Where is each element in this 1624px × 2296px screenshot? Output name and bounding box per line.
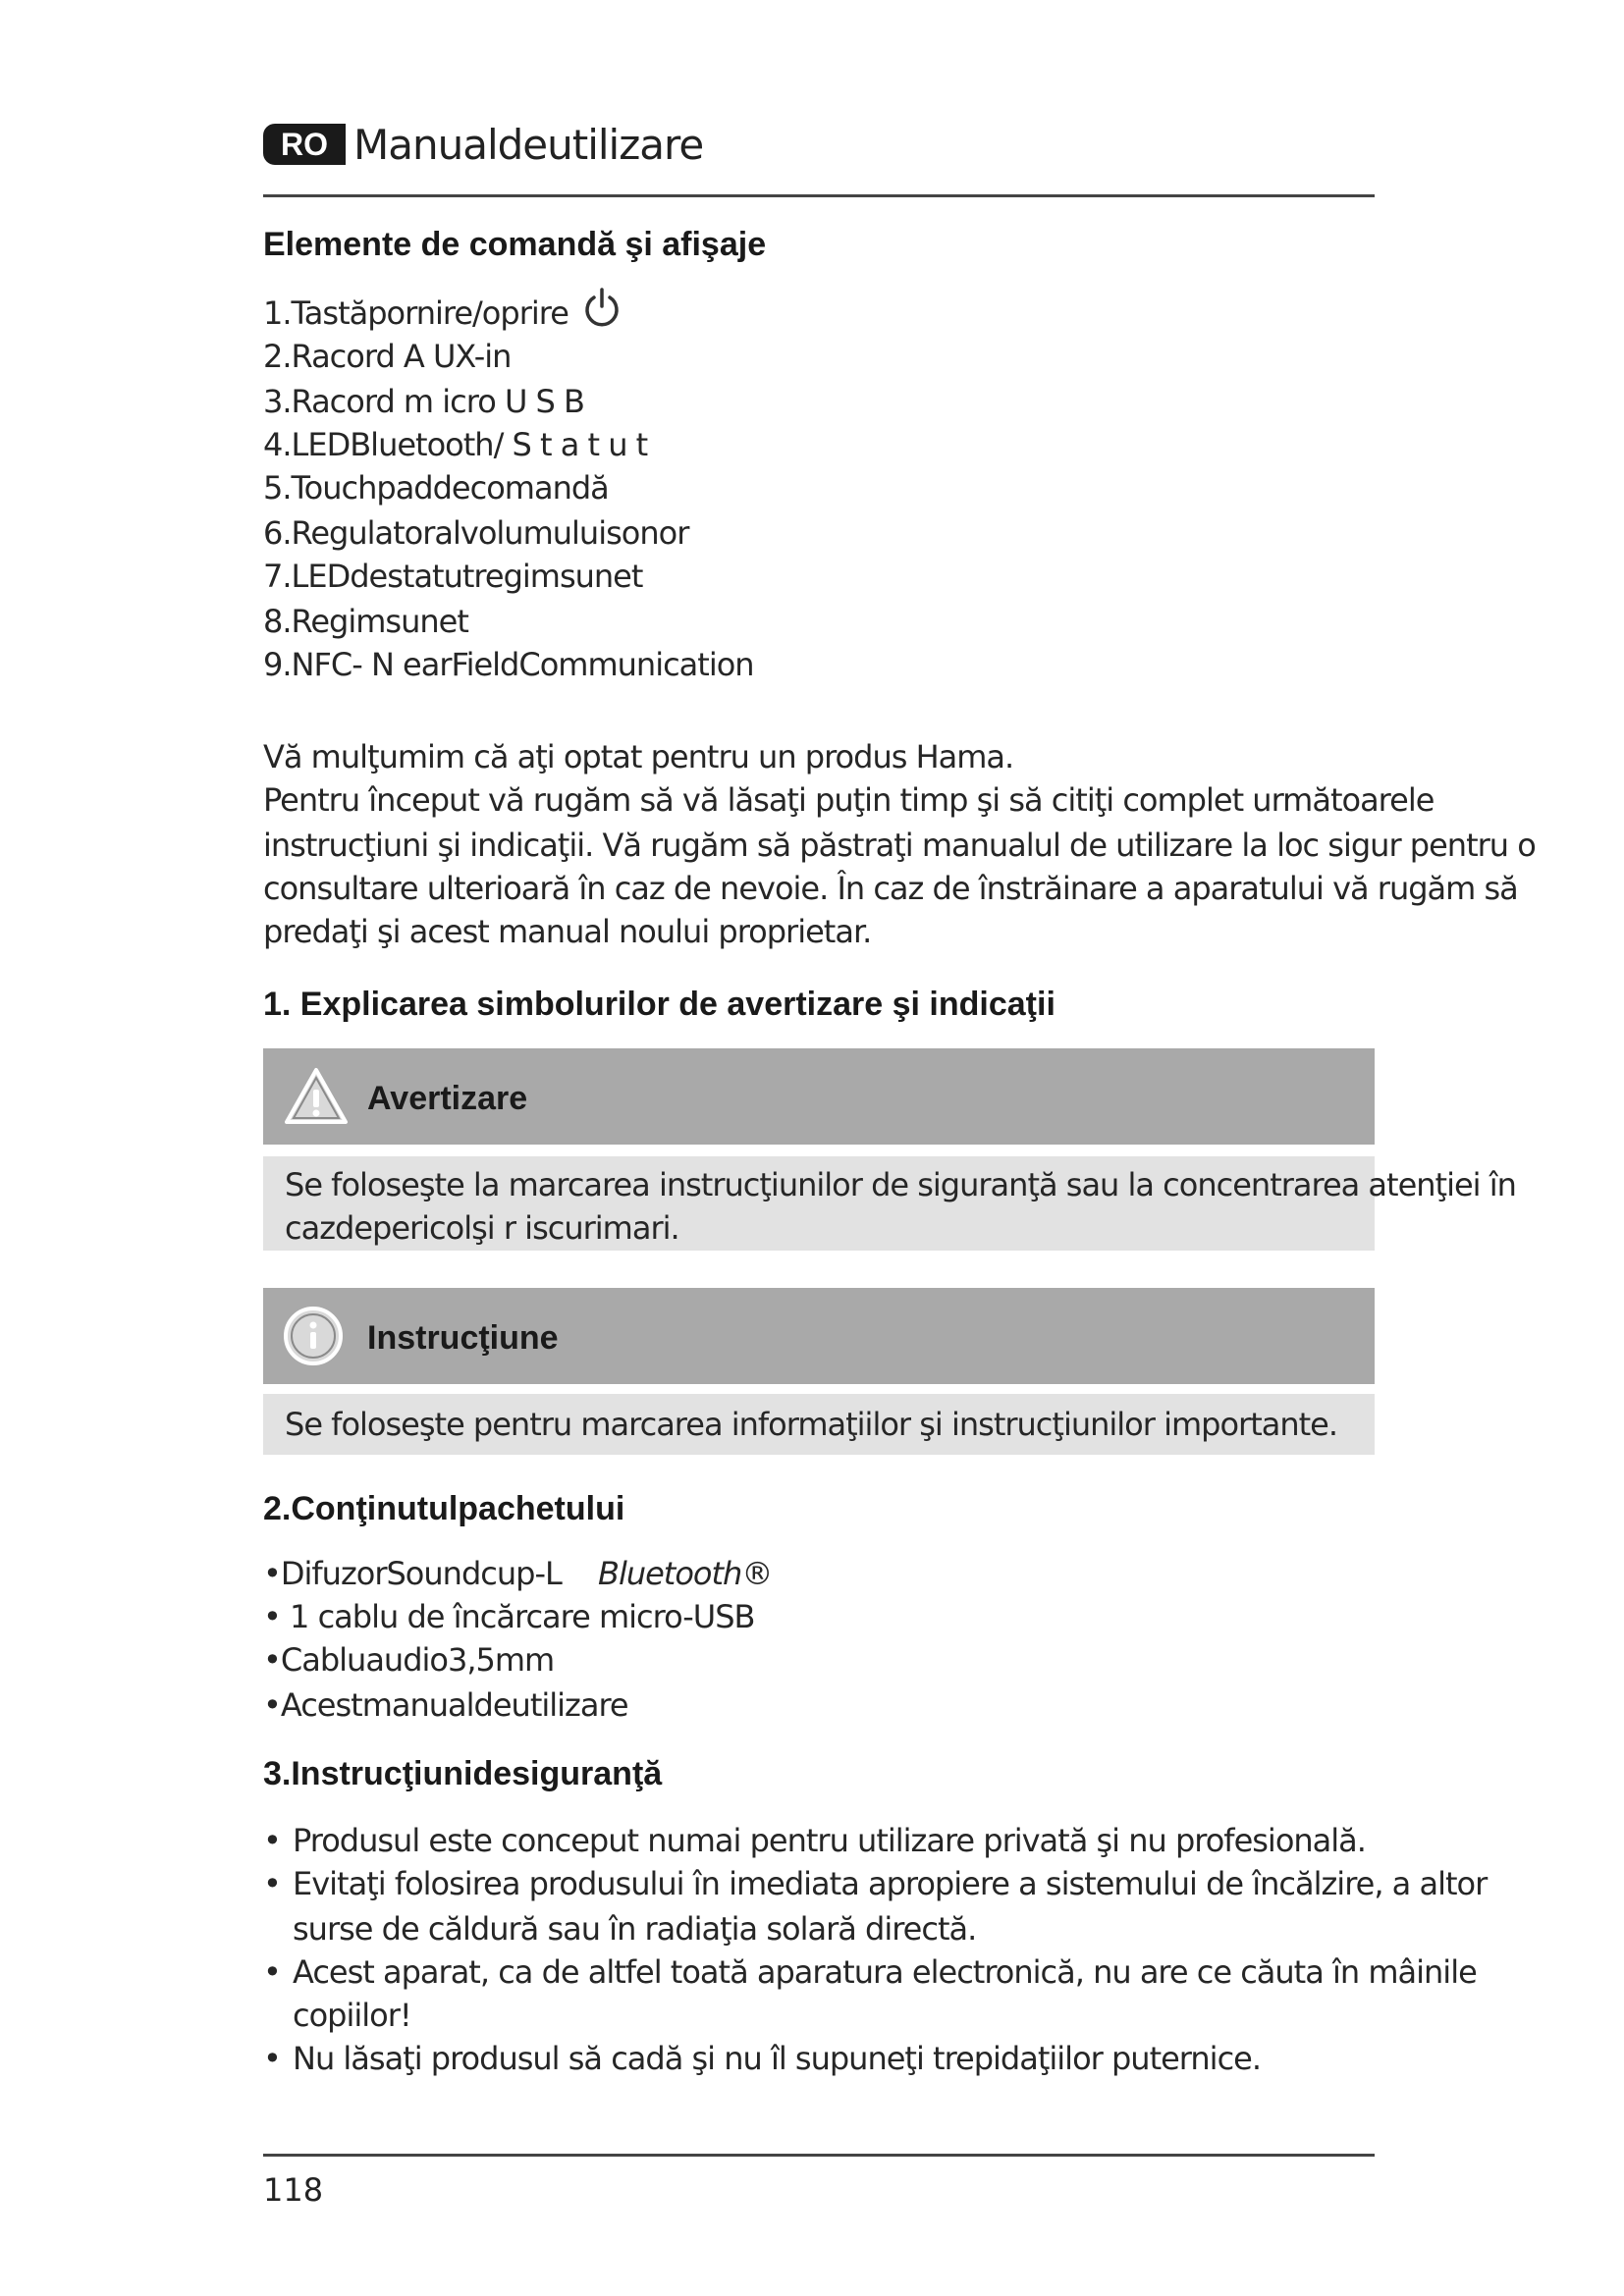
controls-heading: Elemente de comandă şi afişaje — [263, 226, 767, 263]
control-item-4: 4.LEDBluetooth/ S t a t u t — [263, 426, 648, 463]
control-item-9: 9.NFC- N earFieldCommunication — [263, 646, 754, 683]
language-badge: RO — [263, 124, 346, 165]
safety-bullet-3: • — [263, 1953, 282, 1991]
intro-line-1: Vă mulţumim că aţi optat pentru un produs Hama. — [263, 738, 1014, 775]
safety-line-2: Evitaţi folosirea produsului în imediata apropiere a sistemului de încălzire, a altor — [293, 1865, 1488, 1902]
control-item-7: 7.LEDdestatutregimsunet — [263, 558, 643, 595]
info-icon — [283, 1306, 344, 1366]
warning-text-line-1: Se foloseşte la marcarea instrucţiunilor de siguranţă sau la concentrarea atenţiei în — [285, 1166, 1516, 1203]
header-rule — [263, 194, 1375, 197]
safety-bullet-1: • — [263, 1822, 282, 1859]
safety-line-6: Nu lăsaţi produsul să cadă şi nu îl supuneţi trepidaţiilor puternice. — [293, 2040, 1262, 2077]
control-item-1: 1.Tastăpornire/oprire — [263, 294, 568, 332]
intro-line-4: consultare ulterioară în caz de nevoie. În caz de înstrăinare a aparatului vă rugăm să — [263, 870, 1518, 907]
safety-bullet-4: • — [263, 2040, 282, 2077]
control-item-5: 5.Touchpaddecomandă — [263, 469, 609, 507]
power-icon — [582, 287, 622, 330]
package-item-4: •Acestmanualdeutilizare — [263, 1686, 628, 1724]
instruction-header — [263, 1288, 1375, 1384]
control-item-3: 3.Racord m icro U S B — [263, 383, 584, 420]
instruction-text: Se foloseşte pentru marcarea informaţiilor şi instrucţiunilor importante. — [285, 1406, 1338, 1443]
warning-title: Avertizare — [367, 1080, 528, 1117]
control-item-6: 6.Regulatoralvolumuluisonor — [263, 514, 689, 552]
package-item-3: •Cabluaudio3,5mm — [263, 1641, 555, 1679]
footer-rule — [263, 2154, 1375, 2157]
page-header — [263, 120, 703, 169]
safety-line-1: Produsul este conceput numai pentru utilizare privată şi nu profesională. — [293, 1822, 1366, 1859]
instruction-body — [263, 1394, 1375, 1455]
warning-text-line-2: cazdepericolşi r iscurimari. — [285, 1209, 679, 1247]
package-item-2: • 1 cablu de încărcare micro-USB — [263, 1598, 755, 1635]
warning-header — [263, 1048, 1375, 1145]
safety-line-3: surse de căldură sau în radiaţia solară directă. — [293, 1910, 977, 1948]
safety-line-5: copiilor! — [293, 1997, 411, 2034]
section2-heading: 2.Conţinutulpachetului — [263, 1490, 625, 1527]
safety-bullet-2: • — [263, 1865, 282, 1902]
intro-line-5: predaţi şi acest manual noului proprietar. — [263, 913, 872, 950]
intro-line-2: Pentru început vă rugăm să vă lăsaţi puţin timp şi să citiţi complet următoarele — [263, 781, 1435, 819]
section1-heading: 1. Explicarea simbolurilor de avertizare şi indicaţii — [263, 986, 1056, 1023]
package-item-1-text: •DifuzorSoundcup-L — [263, 1555, 562, 1592]
manual-title: Manualdeutilizare — [353, 120, 704, 169]
bluetooth-brand: Bluetooth® — [597, 1555, 773, 1592]
warning-body — [263, 1156, 1516, 1251]
page-number: 118 — [263, 2171, 324, 2209]
section3-heading: 3.Instrucţiunidesiguranţă — [263, 1755, 663, 1792]
instruction-title: Instrucţiune — [367, 1319, 559, 1357]
intro-line-3: instrucţiuni şi indicaţii. Vă rugăm să păstraţi manualul de utilizare la loc sigur pentru o — [263, 827, 1536, 864]
package-item-1 — [263, 1555, 772, 1592]
control-item-8: 8.Regimsunet — [263, 603, 468, 640]
control-item-2: 2.Racord A UX-in — [263, 338, 512, 375]
safety-line-4: Acest aparat, ca de altfel toată aparatura electronică, nu are ce căuta în mâinile — [293, 1953, 1477, 1991]
warning-triangle-icon — [283, 1066, 350, 1127]
